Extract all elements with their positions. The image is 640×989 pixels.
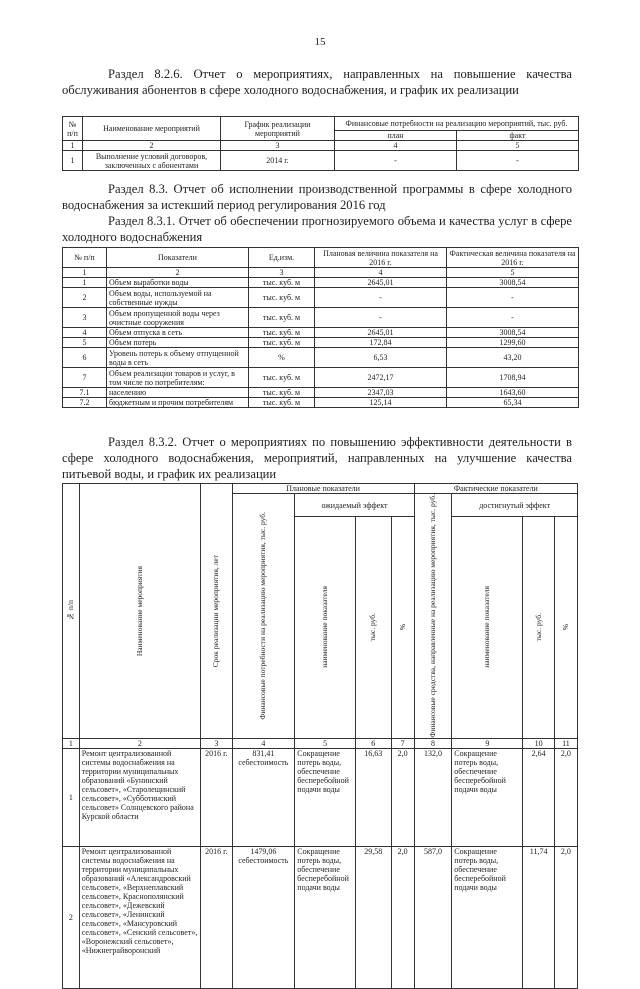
row-num: 4: [63, 328, 107, 338]
row-num: 7.1: [63, 388, 107, 398]
row-unit: %: [249, 348, 315, 368]
colnum: 2: [83, 141, 221, 151]
header-finance: Финансовые потребности на реализацию мероприятий, тыс. руб.: [335, 117, 579, 131]
header-num: № п/п: [63, 117, 83, 141]
row-name: Выполнение условий договоров, заключенных с абонентами: [83, 151, 221, 171]
row-num: 3: [63, 308, 107, 328]
colnum: 1: [63, 141, 83, 151]
row-fact: 1643,60: [447, 388, 579, 398]
colnum-row: [63, 738, 578, 748]
row-unit: тыс. куб. м: [249, 398, 315, 408]
header-fact: Фактическая величина показателя на 2016 г.: [447, 248, 579, 268]
header-fact-finance: Финансовые средства, направленные на реализацию мероприятия, тыс. руб.: [427, 494, 437, 738]
row-indicator: Сокращение потерь воды, обеспечение бесперебойной подачи воды: [295, 846, 356, 988]
row-pct: 2,0: [391, 846, 414, 988]
row-name: Объем потерь: [107, 338, 249, 348]
row-unit: тыс. куб. м: [249, 278, 315, 288]
table-row: [63, 846, 578, 988]
row-name: Объем воды, используемой на собственные нужды: [107, 288, 249, 308]
colnum: 3: [201, 738, 232, 748]
header-rub: тыс. руб.: [368, 613, 378, 642]
header-expected-effect: ожидаемый эффект: [295, 494, 414, 517]
row-plan: 2645,01: [315, 328, 447, 338]
row-fact: -: [447, 308, 579, 328]
table-row: [63, 388, 579, 398]
colnum: 2: [79, 738, 200, 748]
row-pct: 2,0: [391, 748, 414, 846]
header-fact-rub-cell: [523, 517, 554, 739]
row-name: Объем отпуска в сеть: [107, 328, 249, 338]
row-unit: тыс. куб. м: [249, 308, 315, 328]
row-fact-indicator: Сокращение потерь воды, обеспечение бесперебойной подачи воды: [452, 748, 523, 846]
row-plan: -: [335, 151, 457, 171]
row-num: 1: [63, 278, 107, 288]
row-plan: 125,14: [315, 398, 447, 408]
colnum: 4: [315, 268, 447, 278]
header-num: № п/п: [65, 600, 75, 622]
colnum: 4: [335, 141, 457, 151]
header-name-cell: [79, 484, 200, 739]
row-fact-rub: 2,64: [523, 748, 554, 846]
section-8-3-2-title: [62, 434, 572, 482]
row-name: Ремонт централизованной системы водоснабжения на территории муниципальных образований «Александровский сельсовет», «Верхнеплавский сельсовет», Краснополянский сельсовет», «Дежевский сельсовет», «Ленинский сельсовет», «Мансуровский сельсовет», «Сенский сельсовет», «Воронежский сельсовет», «Нижнеграйворонский: [79, 846, 200, 988]
section-8-3-title: [62, 181, 572, 213]
header-num: № п/п: [63, 248, 107, 268]
header-fact-indicator: наименование показателя: [482, 586, 492, 669]
row-fact-finance: 132,0: [414, 748, 452, 846]
header-term: Срок реализации мероприятия, лет: [211, 554, 221, 667]
section-8-3-1-title: [62, 213, 572, 245]
row-plan: 2645,01: [315, 278, 447, 288]
row-plan: 2347,03: [315, 388, 447, 398]
row-finance: 1479,06 себестоимость: [232, 846, 295, 988]
table-row: [63, 348, 579, 368]
colnum: 2: [107, 268, 249, 278]
row-unit: тыс. куб. м: [249, 328, 315, 338]
colnum: 1: [63, 268, 107, 278]
row-schedule: 2014 г.: [221, 151, 335, 171]
header-plan: Плановая величина показателя на 2016 г.: [315, 248, 447, 268]
row-fact: -: [447, 288, 579, 308]
header-fact-pct-cell: [554, 517, 577, 739]
colnum: 11: [554, 738, 577, 748]
row-term: 2016 г.: [201, 748, 232, 846]
row-fact-pct: 2,0: [554, 748, 577, 846]
header-num-cell: [63, 484, 80, 739]
section-8-2-6-title: [62, 66, 572, 98]
row-num: 5: [63, 338, 107, 348]
header-name: Наименование мероприятия: [134, 565, 144, 656]
row-fact-indicator: Сокращение потерь воды, обеспечение бесперебойной подачи воды: [452, 846, 523, 988]
header-term-cell: [201, 484, 232, 739]
table-8-3-2-body: [63, 748, 578, 988]
row-rub: 16,63: [355, 748, 391, 846]
row-num: 7: [63, 368, 107, 388]
header-indicator: наименование показателя: [320, 586, 330, 669]
header-fact-rub: тыс. руб.: [533, 613, 543, 642]
row-num: 7.2: [63, 398, 107, 408]
row-fact-pct: 2,0: [554, 846, 577, 988]
table-row: [63, 748, 578, 846]
colnum: 7: [391, 738, 414, 748]
row-name: населению: [107, 388, 249, 398]
header-fact-indicator-cell: [452, 517, 523, 739]
section-8-3-1-title-text: Раздел 8.3.1. Отчет об обеспечении прогнозируемого объема и качества услуг в сфере холодного водоснабжения: [62, 214, 572, 244]
row-num: 1: [63, 748, 80, 846]
row-term: 2016 г.: [201, 846, 232, 988]
section-8-2-6-title-text: Раздел 8.2.6. Отчет о мероприятиях, направленных на повышение качества обслуживания абонентов в сфере холодного водоснабжения, и график их реализации: [62, 67, 572, 97]
row-finance: 831,41 себестоимость: [232, 748, 295, 846]
table-8-2-6: [62, 116, 579, 171]
table-row: [63, 151, 579, 171]
row-unit: тыс. куб. м: [249, 388, 315, 398]
row-name: Объем пропущенной воды через очистные сооружения: [107, 308, 249, 328]
section-8-3-title-text: Раздел 8.3. Отчет об исполнении производственной программы в сфере холодного водоснабжения за истекший период регулирования 2016 год: [62, 182, 572, 212]
table-row: [63, 368, 579, 388]
row-fact: 3008,54: [447, 278, 579, 288]
header-achieved-effect: достигнутый эффект: [452, 494, 578, 517]
row-plan: 172,84: [315, 338, 447, 348]
colnum: 9: [452, 738, 523, 748]
row-num: 2: [63, 846, 80, 988]
row-fact-rub: 11,74: [523, 846, 554, 988]
header-plan: план: [335, 131, 457, 141]
colnum: 1: [63, 738, 80, 748]
colnum: 8: [414, 738, 452, 748]
row-unit: тыс. куб. м: [249, 368, 315, 388]
row-num: 1: [63, 151, 83, 171]
row-name: Ремонт централизованной системы водоснабжения на территории муниципальных образований «Бунинский сельсовет», «Старолещинский сельсовет», «Субботинский сельсовет» Солнцевского района Курской области: [79, 748, 200, 846]
row-name: Объем выработки воды: [107, 278, 249, 288]
colnum: 5: [447, 268, 579, 278]
header-indicator-cell: [295, 517, 356, 739]
row-num: 6: [63, 348, 107, 368]
row-fact: 1299,60: [447, 338, 579, 348]
row-fact-finance: 587,0: [414, 846, 452, 988]
table-row: [63, 278, 579, 288]
header-unit: Ед.изм.: [249, 248, 315, 268]
table-row: [63, 308, 579, 328]
table-8-3-1-body: [63, 278, 579, 408]
row-fact: 3008,54: [447, 328, 579, 338]
row-fact: -: [457, 151, 579, 171]
row-num: 2: [63, 288, 107, 308]
colnum: 10: [523, 738, 554, 748]
page-number: 15: [314, 36, 326, 48]
row-name: Объем реализации товаров и услуг, в том числе по потребителям:: [107, 368, 249, 388]
row-unit: тыс. куб. м: [249, 338, 315, 348]
colnum: 4: [232, 738, 295, 748]
header-fact-pct: %: [560, 624, 570, 631]
section-8-3-2-title-text: Раздел 8.3.2. Отчет о мероприятиях по повышению эффективности деятельности в сфере холодного водоснабжения, мероприятий, направленных на улучшение качества питьевой воды, и график их реализации: [62, 435, 572, 481]
row-fact: 65,34: [447, 398, 579, 408]
header-plan-finance-cell: [232, 494, 295, 739]
row-plan: -: [315, 308, 447, 328]
row-name: бюджетным и прочим потребителям: [107, 398, 249, 408]
header-plan-finance: Финансовые потребности на реализацию мероприятия, тыс. руб.: [258, 512, 268, 720]
colnum: 5: [457, 141, 579, 151]
header-fact: факт: [457, 131, 579, 141]
header-pct: %: [397, 624, 407, 631]
table-8-3-1: [62, 247, 579, 408]
row-plan: 6,53: [315, 348, 447, 368]
table-row: [63, 398, 579, 408]
header-fact-group: Фактические показатели: [414, 484, 577, 494]
header-rub-cell: [355, 517, 391, 739]
table-row: [63, 338, 579, 348]
row-rub: 29,58: [355, 846, 391, 988]
row-plan: 2472,17: [315, 368, 447, 388]
header-name: Наименование мероприятий: [83, 117, 221, 141]
row-fact: 43,20: [447, 348, 579, 368]
row-plan: -: [315, 288, 447, 308]
colnum: 3: [221, 141, 335, 151]
colnum: 5: [295, 738, 356, 748]
header-plan-group: Плановые показатели: [232, 484, 414, 494]
row-fact: 1708,94: [447, 368, 579, 388]
row-indicator: Сокращение потерь воды, обеспечение бесперебойной подачи воды: [295, 748, 356, 846]
header-fact-finance-cell: [414, 494, 452, 739]
header-pct-cell: [391, 517, 414, 739]
row-unit: тыс. куб. м: [249, 288, 315, 308]
colnum: 3: [249, 268, 315, 278]
colnum: 6: [355, 738, 391, 748]
table-row: [63, 328, 579, 338]
table-row: [63, 288, 579, 308]
header-name: Показатели: [107, 248, 249, 268]
table-8-3-2: [62, 483, 578, 989]
row-name: Уровень потерь к объему отпущенной воды в сеть: [107, 348, 249, 368]
header-schedule: График реализации мероприятий: [221, 117, 335, 141]
